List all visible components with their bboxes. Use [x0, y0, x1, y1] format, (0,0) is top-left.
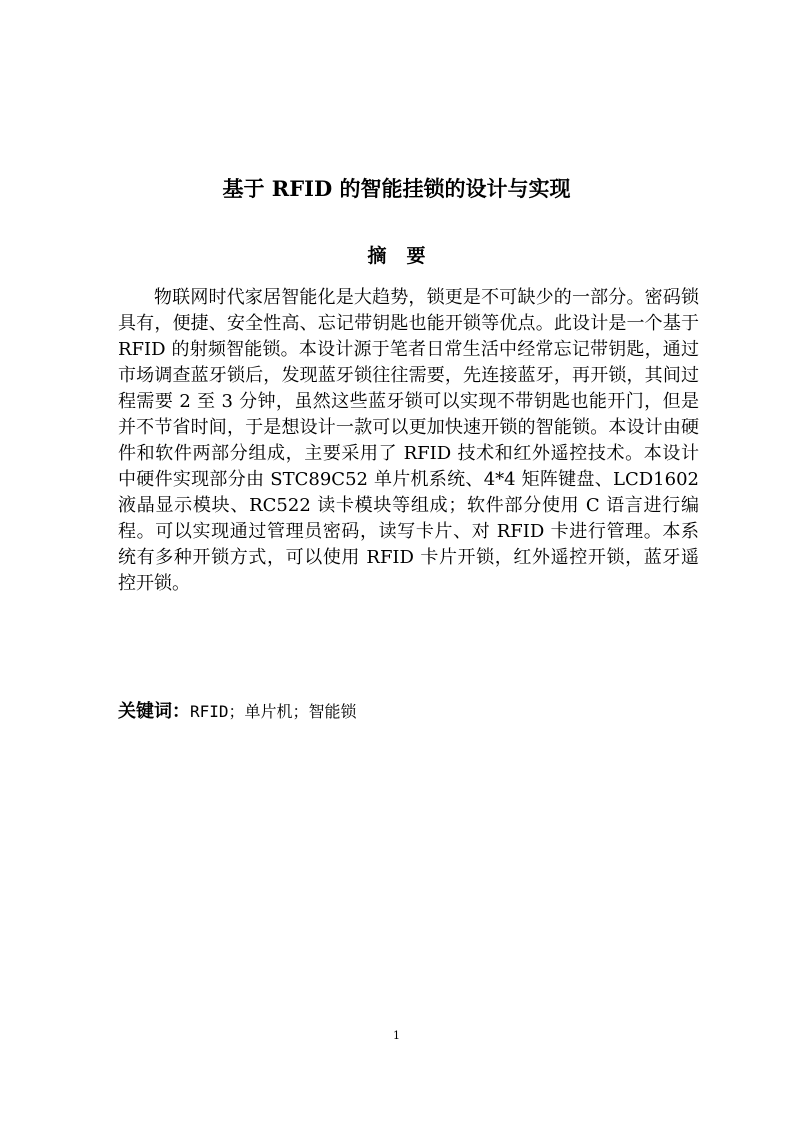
keywords-label: 关键词： — [118, 701, 190, 722]
keywords-values: RFID；单片机；智能锁 — [190, 702, 357, 721]
page-number: 1 — [393, 1029, 400, 1042]
abstract-heading — [0, 242, 793, 270]
abstract-heading-char-1: 摘 — [367, 245, 387, 267]
abstract-heading-char-2: 要 — [406, 245, 426, 267]
document-title: 基于 RFID 的智能挂锁的设计与实现 — [222, 176, 571, 201]
keywords-line — [118, 699, 699, 725]
abstract-body: 物联网时代家居智能化是大趋势，锁更是不可缺少的一部分。密码锁具有，便捷、安全性高、忘记带钥匙也能开锁等优点。此设计是一个基于 RFID 的射频智能锁。本设计源于笔者日常生活中经常忘记带钥匙，通过市场调查蓝牙锁后，发现蓝牙锁往往需要，先连接蓝牙，再开锁，其间过程需要 2 至 3 分钟，虽然这些蓝牙锁可以实现不带钥匙也能开门，但是并不节省时间，于是想设计一款可以更加快速开锁的智能锁。本设计由硬件和软件两部分组成，主要采用了 RFID 技术和红外遥控技术。本设计中硬件实现部分由 STC89C52 单片机系统、4*4 矩阵键盘、LCD1602 液晶显示模块、RC522 读卡模块等组成；软件部分使用 C 语言进行编程。可以实现通过管理员密码，读写卡片、对 RFID 卡进行管理。本系统有多种开锁方式，可以使用 RFID 卡片开锁，红外遥控开锁，蓝牙遥控开锁。 — [118, 287, 699, 594]
